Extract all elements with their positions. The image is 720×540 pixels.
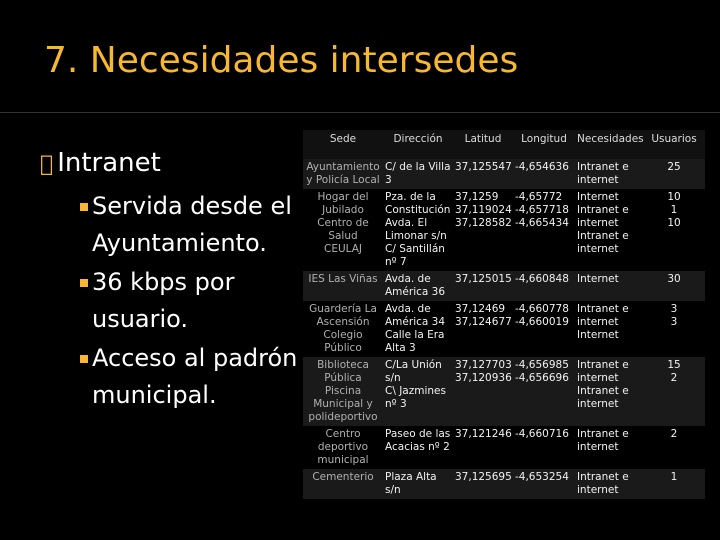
usuarios-cell-text: 2 [670, 372, 678, 384]
latitud-cell-text: 37,127703 [455, 359, 512, 371]
longitud-cell-text: -4,660019 [515, 316, 569, 328]
necesidades-cell-text: Intranet e internet [577, 303, 629, 328]
longitud-cell [513, 189, 575, 271]
necesidades-cell-text: Internet [577, 273, 619, 285]
usuarios-cell-text: 2 [670, 428, 678, 440]
necesidades-cell [575, 159, 643, 189]
header-latitud: Latitud [464, 133, 502, 145]
longitud-cell [513, 301, 575, 357]
necesidades-cell-text: Internet [577, 191, 619, 203]
latitud-cell-text: 37,125695 [455, 471, 512, 483]
sede-cell-text: Biblioteca Pública [317, 359, 369, 384]
necesidades-cell [575, 469, 643, 499]
latitud-cell [453, 426, 513, 469]
sede-cell [303, 426, 383, 469]
direccion-cell-text: C\ Jazmines nº 3 [385, 385, 446, 410]
sede-cell [303, 271, 383, 301]
necesidades-cell [575, 426, 643, 469]
usuarios-cell-text: 3 [670, 316, 678, 328]
necesidades-cell-text: Internet [577, 329, 619, 341]
title-divider [0, 112, 720, 113]
longitud-cell-text: -4,65772 [515, 191, 563, 203]
longitud-cell-text: -4,665434 [515, 217, 569, 229]
table-row [303, 159, 705, 189]
bullet-item [40, 264, 300, 338]
table-row [303, 426, 705, 469]
usuarios-cell [643, 271, 705, 301]
direccion-cell-text: C/ de la Villa 3 [385, 161, 451, 186]
sede-cell [303, 189, 383, 271]
direccion-cell-text: C/ Santillán nº 7 [385, 243, 445, 268]
longitud-cell-text: -4,656696 [515, 372, 569, 384]
latitud-cell [453, 189, 513, 271]
direccion-cell [383, 271, 453, 301]
header-sede: Sede [329, 133, 357, 145]
sede-cell-text: CEULAJ [323, 243, 363, 255]
longitud-cell [513, 426, 575, 469]
bullet-item [40, 340, 300, 414]
square-bullet-icon [80, 355, 88, 363]
longitud-cell-text: -4,660848 [515, 273, 569, 285]
usuarios-cell [643, 357, 705, 426]
latitud-cell-text: 37,120936 [455, 372, 512, 384]
direccion-cell-text: Avda. El Limonar s/n [385, 217, 447, 242]
direccion-cell-text: Avda. de América 34 [385, 303, 446, 328]
table-row [303, 357, 705, 426]
necesidades-cell-text: Intranet e internet [577, 385, 629, 410]
sede-cell-text: IES Las Viñas [308, 273, 378, 285]
usuarios-cell-text: 25 [667, 161, 681, 173]
header-usuarios: Usuarios [651, 133, 697, 145]
necesidades-cell-text: Intranet e internet [577, 428, 629, 453]
latitud-cell-text: 37,121246 [455, 428, 512, 440]
square-bullet-icon [80, 203, 88, 211]
sede-cell-text: Centro deportivo municipal [317, 428, 369, 466]
necesidades-cell-text: Intranet e internet [577, 471, 629, 496]
usuarios-cell [643, 301, 705, 357]
longitud-cell-text: -4,656985 [515, 359, 569, 371]
necesidades-cell [575, 271, 643, 301]
table-header-row [303, 130, 705, 159]
usuarios-cell [643, 159, 705, 189]
latitud-cell-text: 37,125015 [455, 273, 512, 285]
necesidades-cell-text: Intranet e internet [577, 161, 629, 186]
table-row [303, 469, 705, 499]
table-row [303, 301, 705, 357]
usuarios-cell-text: 3 [670, 303, 678, 315]
usuarios-cell [643, 189, 705, 271]
latitud-cell [453, 469, 513, 499]
bullet-mark-icon [40, 152, 53, 177]
direccion-cell [383, 159, 453, 189]
longitud-cell [513, 357, 575, 426]
necesidades-cell [575, 357, 643, 426]
longitud-cell-text: -4,653254 [515, 471, 569, 483]
sede-cell [303, 469, 383, 499]
table-row [303, 271, 705, 301]
longitud-cell [513, 159, 575, 189]
latitud-cell-text: 37,119024 [455, 204, 512, 216]
direccion-cell-text: Plaza Alta s/n [385, 471, 437, 496]
sede-cell-text: Guardería La Ascensión [309, 303, 377, 328]
latitud-cell-text: 37,1259 [455, 191, 499, 203]
latitud-cell-text: 37,12469 [455, 303, 506, 315]
header-longitud: Longitud [521, 133, 567, 145]
sede-cell-text: Piscina Municipal y polideportivo [308, 385, 378, 423]
latitud-cell-text: 37,125547 [455, 161, 512, 173]
usuarios-cell-text: 10 [667, 191, 681, 203]
direccion-cell [383, 426, 453, 469]
usuarios-cell-text: 1 [670, 204, 678, 216]
latitud-cell-text: 37,128582 [455, 217, 512, 229]
longitud-cell [513, 469, 575, 499]
direccion-cell-text: C/La Unión s/n [385, 359, 442, 384]
direccion-cell-text: Paseo de las Acacias nº 2 [385, 428, 451, 453]
bullet-item-text: Acceso al padrón municipal. [92, 344, 298, 409]
sede-cell-text: Cementerio [312, 471, 374, 483]
sede-cell-text: Hogar del Jubilado [317, 191, 369, 216]
latitud-cell [453, 301, 513, 357]
usuarios-cell-text: 30 [667, 273, 681, 285]
bullet-heading [40, 148, 300, 178]
usuarios-cell-text: 15 [667, 359, 681, 371]
sede-cell [303, 159, 383, 189]
header-direccion: Dirección [393, 133, 443, 145]
square-bullet-icon [80, 279, 88, 287]
usuarios-cell [643, 426, 705, 469]
direccion-cell-text: Calle la Era Alta 3 [385, 329, 445, 354]
direccion-cell [383, 189, 453, 271]
bullet-item-text: Servida desde el Ayuntamiento. [92, 192, 292, 257]
table-row [303, 189, 705, 271]
direccion-cell [383, 357, 453, 426]
usuarios-cell [643, 469, 705, 499]
longitud-cell-text: -4,660778 [515, 303, 569, 315]
usuarios-cell-text: 1 [670, 471, 678, 483]
latitud-cell [453, 271, 513, 301]
necesidades-cell [575, 301, 643, 357]
longitud-cell-text: -4,660716 [515, 428, 569, 440]
sede-cell-text: Colegio Público [323, 329, 363, 354]
latitud-cell-text: 37,124677 [455, 316, 512, 328]
bullet-heading-text: Intranet [44, 148, 148, 178]
longitud-cell-text: -4,657718 [515, 204, 569, 216]
latitud-cell [453, 159, 513, 189]
necesidades-cell [575, 189, 643, 271]
direccion-cell-text: Pza. de la Constitución [385, 191, 451, 216]
necesidades-cell-text: Intranet e internet [577, 359, 629, 384]
slide-title: 7. Necesidades intersedes [44, 40, 519, 81]
longitud-cell-text: -4,654636 [515, 161, 569, 173]
usuarios-cell-text: 10 [667, 217, 681, 229]
bullet-item [40, 188, 300, 262]
sede-cell-text: Ayuntamiento y Policía Local [306, 161, 380, 186]
direccion-cell-text: Avda. de América 36 [385, 273, 446, 298]
direccion-cell [383, 301, 453, 357]
bullet-item-text: 36 kbps por usuario. [92, 268, 235, 333]
direccion-cell [383, 469, 453, 499]
longitud-cell [513, 271, 575, 301]
necesidades-cell-text: Intranet e internet [577, 230, 629, 255]
bullet-list [40, 148, 300, 416]
sede-cell [303, 301, 383, 357]
sedes-table [303, 130, 705, 499]
sede-cell [303, 357, 383, 426]
latitud-cell [453, 357, 513, 426]
necesidades-cell-text: Intranet e internet [577, 204, 629, 229]
header-necesidades: Necesidades [577, 133, 644, 145]
sede-cell-text: Centro de Salud [317, 217, 369, 242]
